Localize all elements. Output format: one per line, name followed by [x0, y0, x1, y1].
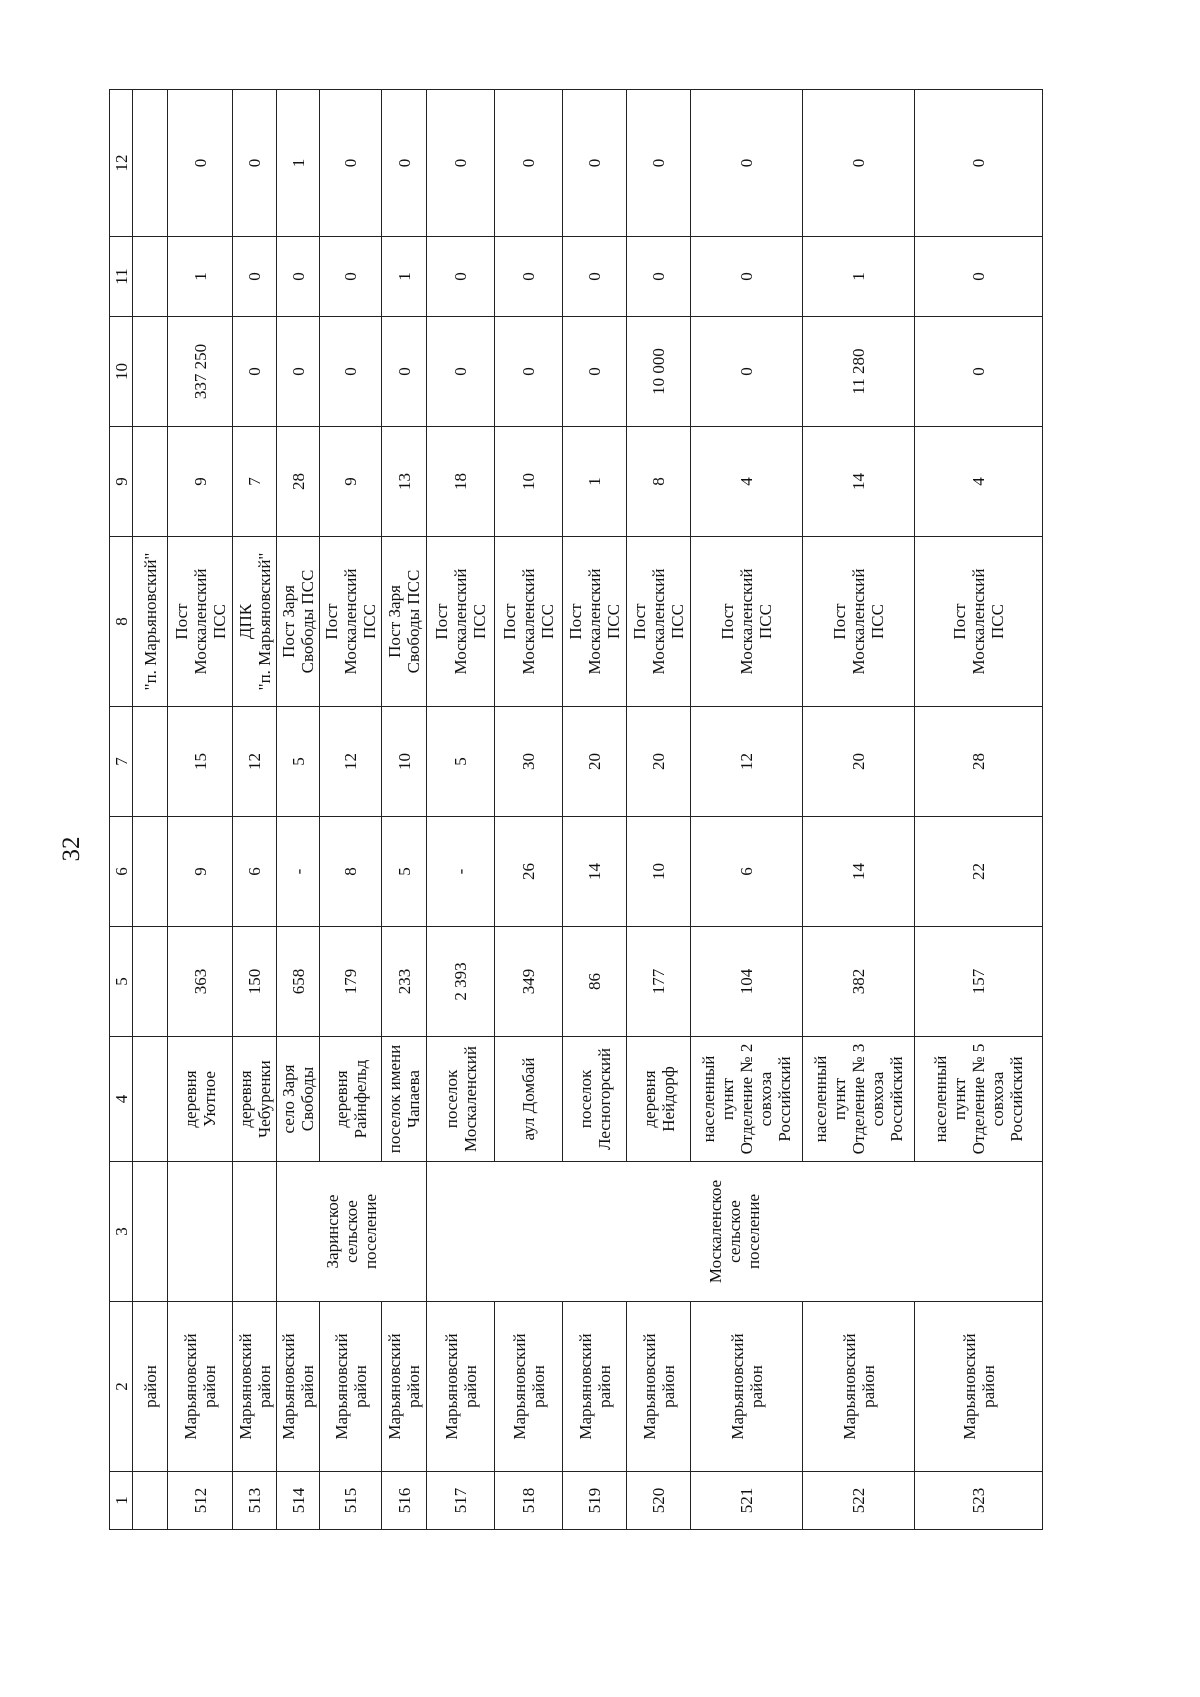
- cell-col12: 0: [382, 90, 427, 237]
- cell-row-number: 516: [382, 1472, 427, 1530]
- column-number: 3: [110, 1162, 133, 1302]
- table-row: [320, 90, 382, 1530]
- cell-row-number: 521: [691, 1472, 803, 1530]
- cell-row-number: 513: [233, 1472, 277, 1530]
- cell-population: 658: [277, 927, 320, 1037]
- cell-empty: [133, 427, 168, 537]
- cell-district: Марьяновский район: [168, 1302, 233, 1472]
- cell-col9: 13: [382, 427, 427, 537]
- cell-col9: 8: [627, 427, 691, 537]
- cell-district: Марьяновский район: [691, 1302, 803, 1472]
- column-number: 7: [110, 707, 133, 817]
- cell-col10: 0: [427, 317, 495, 427]
- cell-district: Марьяновский район: [803, 1302, 915, 1472]
- cell-col6: -: [277, 817, 320, 927]
- cell-row-number: 518: [495, 1472, 563, 1530]
- cell-col12: 0: [495, 90, 563, 237]
- cell-district: Марьяновский район: [495, 1302, 563, 1472]
- cell-col12: 0: [803, 90, 915, 237]
- column-number: 10: [110, 317, 133, 427]
- cell-col12: 0: [320, 90, 382, 237]
- cell-locality: аул Домбай: [495, 1037, 563, 1162]
- cell-population: 363: [168, 927, 233, 1037]
- cell-population: 382: [803, 927, 915, 1037]
- cell-district: Марьяновский район: [233, 1302, 277, 1472]
- cell-row-number: 514: [277, 1472, 320, 1530]
- cell-col7: 20: [627, 707, 691, 817]
- cell-population: 157: [915, 927, 1043, 1037]
- cell-col7: 12: [691, 707, 803, 817]
- cell-col11: 1: [803, 237, 915, 317]
- cell-col6: 10: [627, 817, 691, 927]
- cell-col12: 0: [563, 90, 627, 237]
- cell-col6: 6: [233, 817, 277, 927]
- cell-settlement: Заринское сельское поселение: [277, 1162, 427, 1302]
- cell-row-number: 512: [168, 1472, 233, 1530]
- table-row: [168, 90, 233, 1530]
- table-row: [277, 90, 320, 1530]
- cell-row-number: 520: [627, 1472, 691, 1530]
- cell-col6: 6: [691, 817, 803, 927]
- cell-empty: [133, 817, 168, 927]
- cell-col11: 0: [627, 237, 691, 317]
- cell-col11: 0: [233, 237, 277, 317]
- cell-col6: 5: [382, 817, 427, 927]
- cell-empty: [133, 90, 168, 237]
- cell-locality: поселок Москаленский: [427, 1037, 495, 1162]
- cell-post: Пост Москаленский ПСС: [627, 537, 691, 707]
- cell-col7: 15: [168, 707, 233, 817]
- cell-col6: 22: [915, 817, 1043, 927]
- continuation-row: [133, 90, 168, 1530]
- table-row: [495, 90, 563, 1530]
- table-row: [627, 90, 691, 1530]
- cell-col12: 0: [427, 90, 495, 237]
- cell-col10: 0: [495, 317, 563, 427]
- cell-population: 2 393: [427, 927, 495, 1037]
- cell-col9: 4: [915, 427, 1043, 537]
- cell-population: 177: [627, 927, 691, 1037]
- cell-locality: населенный пункт Отделение № 3 совхоза Российский: [803, 1037, 915, 1162]
- cell-col9: 18: [427, 427, 495, 537]
- cell-district: Марьяновский район: [277, 1302, 320, 1472]
- cell-col7: 10: [382, 707, 427, 817]
- rotated-table-container: [109, 90, 1029, 1530]
- table-row: [563, 90, 627, 1530]
- cell-population: 349: [495, 927, 563, 1037]
- cell-col7: 12: [233, 707, 277, 817]
- cell-locality: поселок Лесногорский: [563, 1037, 627, 1162]
- table-row: [382, 90, 427, 1530]
- cell-post: Пост Москаленский ПСС: [168, 537, 233, 707]
- cell-population: 150: [233, 927, 277, 1037]
- cell-population: 104: [691, 927, 803, 1037]
- column-number: 9: [110, 427, 133, 537]
- cell-post: Пост Москаленский ПСС: [495, 537, 563, 707]
- cell-col6: 9: [168, 817, 233, 927]
- column-number-row: [110, 90, 133, 1530]
- cell-col10: 0: [382, 317, 427, 427]
- cell-col10: 0: [233, 317, 277, 427]
- cell-empty: [133, 1037, 168, 1162]
- cell-district: Марьяновский район: [382, 1302, 427, 1472]
- cell-post: Пост Заря Свободы ПСС: [382, 537, 427, 707]
- cell-col7: 20: [803, 707, 915, 817]
- cell-district: Марьяновский район: [915, 1302, 1043, 1472]
- cell-col9: 7: [233, 427, 277, 537]
- cell-col6: 8: [320, 817, 382, 927]
- column-number: 12: [110, 90, 133, 237]
- cell-post: ДПК "п. Марьяновский": [233, 537, 277, 707]
- cell-col9: 10: [495, 427, 563, 537]
- column-number: 2: [110, 1302, 133, 1472]
- cell-col10: 0: [277, 317, 320, 427]
- cell-empty: [133, 927, 168, 1037]
- cell-empty: [133, 317, 168, 427]
- cell-population: 86: [563, 927, 627, 1037]
- cell-col9: 9: [168, 427, 233, 537]
- column-number: 11: [110, 237, 133, 317]
- column-number: 1: [110, 1472, 133, 1530]
- cell-col11: 1: [382, 237, 427, 317]
- cell-col9: 4: [691, 427, 803, 537]
- cell-locality: деревня Райнфельд: [320, 1037, 382, 1162]
- cell-col12: 0: [233, 90, 277, 237]
- cell-col10: 337 250: [168, 317, 233, 427]
- cell-col7: 5: [427, 707, 495, 817]
- cell-post: Пост Москаленский ПСС: [915, 537, 1043, 707]
- cell-col7: 30: [495, 707, 563, 817]
- table-row: [691, 90, 803, 1530]
- cell-locality: населенный пункт Отделение № 2 совхоза Российский: [691, 1037, 803, 1162]
- cell-col11: 0: [427, 237, 495, 317]
- cell-col11: 0: [320, 237, 382, 317]
- cell-col9: 9: [320, 427, 382, 537]
- cell-population: 233: [382, 927, 427, 1037]
- cell-col9: 1: [563, 427, 627, 537]
- cell-row-number: 519: [563, 1472, 627, 1530]
- cell-row-number: 522: [803, 1472, 915, 1530]
- cell-locality: населенный пункт Отделение № 5 совхоза Российский: [915, 1037, 1043, 1162]
- cell-post: Пост Москаленский ПСС: [691, 537, 803, 707]
- cell-locality: село Заря Свободы: [277, 1037, 320, 1162]
- cell-col12: 0: [168, 90, 233, 237]
- cell-empty: [168, 1162, 233, 1302]
- cell-col10: 0: [691, 317, 803, 427]
- cell-col11: 0: [495, 237, 563, 317]
- cell-row-number: 517: [427, 1472, 495, 1530]
- cell-col11: 0: [915, 237, 1043, 317]
- cell-post: Пост Заря Свободы ПСС: [277, 537, 320, 707]
- cell-col10: 0: [563, 317, 627, 427]
- cell-post: Пост Москаленский ПСС: [803, 537, 915, 707]
- cell-col10: 10 000: [627, 317, 691, 427]
- cell-col11: 1: [168, 237, 233, 317]
- column-number: 6: [110, 817, 133, 927]
- cell-col6: 14: [563, 817, 627, 927]
- cell-col6: -: [427, 817, 495, 927]
- cell-col10: 0: [915, 317, 1043, 427]
- cell-locality: деревня Нейдорф: [627, 1037, 691, 1162]
- cell-col6: 26: [495, 817, 563, 927]
- cell-col12: 0: [915, 90, 1043, 237]
- cell-col7: 5: [277, 707, 320, 817]
- cell-empty: [133, 237, 168, 317]
- cell-col10: 0: [320, 317, 382, 427]
- column-number: 8: [110, 537, 133, 707]
- table-row: [803, 90, 915, 1530]
- cell-locality: деревня Уютное: [168, 1037, 233, 1162]
- cell-population: 179: [320, 927, 382, 1037]
- table-row: [427, 90, 495, 1530]
- cell-col7: 12: [320, 707, 382, 817]
- cell-col11: 0: [277, 237, 320, 317]
- cell-district: Марьяновский район: [427, 1302, 495, 1472]
- cell-col7: 28: [915, 707, 1043, 817]
- cell-district: Марьяновский район: [627, 1302, 691, 1472]
- cell-col9: 14: [803, 427, 915, 537]
- cell-settlement: Москаленское сельское поселение: [427, 1162, 1043, 1302]
- cell-col12: 1: [277, 90, 320, 237]
- cell-empty: [233, 1162, 277, 1302]
- cell-row-number: 515: [320, 1472, 382, 1530]
- cell-locality: деревня Чебуренки: [233, 1037, 277, 1162]
- cell-post-continued: "п. Марьяновский": [133, 537, 168, 707]
- page-number: 32: [58, 836, 85, 862]
- cell-col12: 0: [627, 90, 691, 237]
- column-number: 4: [110, 1037, 133, 1162]
- settlements-table: [109, 89, 1043, 1530]
- cell-district: Марьяновский район: [563, 1302, 627, 1472]
- table-row: [915, 90, 1043, 1530]
- cell-col9: 28: [277, 427, 320, 537]
- cell-col11: 0: [691, 237, 803, 317]
- cell-empty: [133, 707, 168, 817]
- cell-post: Пост Москаленский ПСС: [563, 537, 627, 707]
- column-number: 5: [110, 927, 133, 1037]
- cell-district-continued: район: [133, 1302, 168, 1472]
- cell-col11: 0: [563, 237, 627, 317]
- cell-col6: 14: [803, 817, 915, 927]
- table-row: [233, 90, 277, 1530]
- cell-empty: [133, 1162, 168, 1302]
- cell-col12: 0: [691, 90, 803, 237]
- cell-row-number: 523: [915, 1472, 1043, 1530]
- cell-locality: поселок имени Чапаева: [382, 1037, 427, 1162]
- cell-empty: [133, 1472, 168, 1530]
- cell-col7: 20: [563, 707, 627, 817]
- cell-col10: 11 280: [803, 317, 915, 427]
- cell-district: Марьяновский район: [320, 1302, 382, 1472]
- cell-post: Пост Москаленский ПСС: [320, 537, 382, 707]
- cell-post: Пост Москаленский ПСС: [427, 537, 495, 707]
